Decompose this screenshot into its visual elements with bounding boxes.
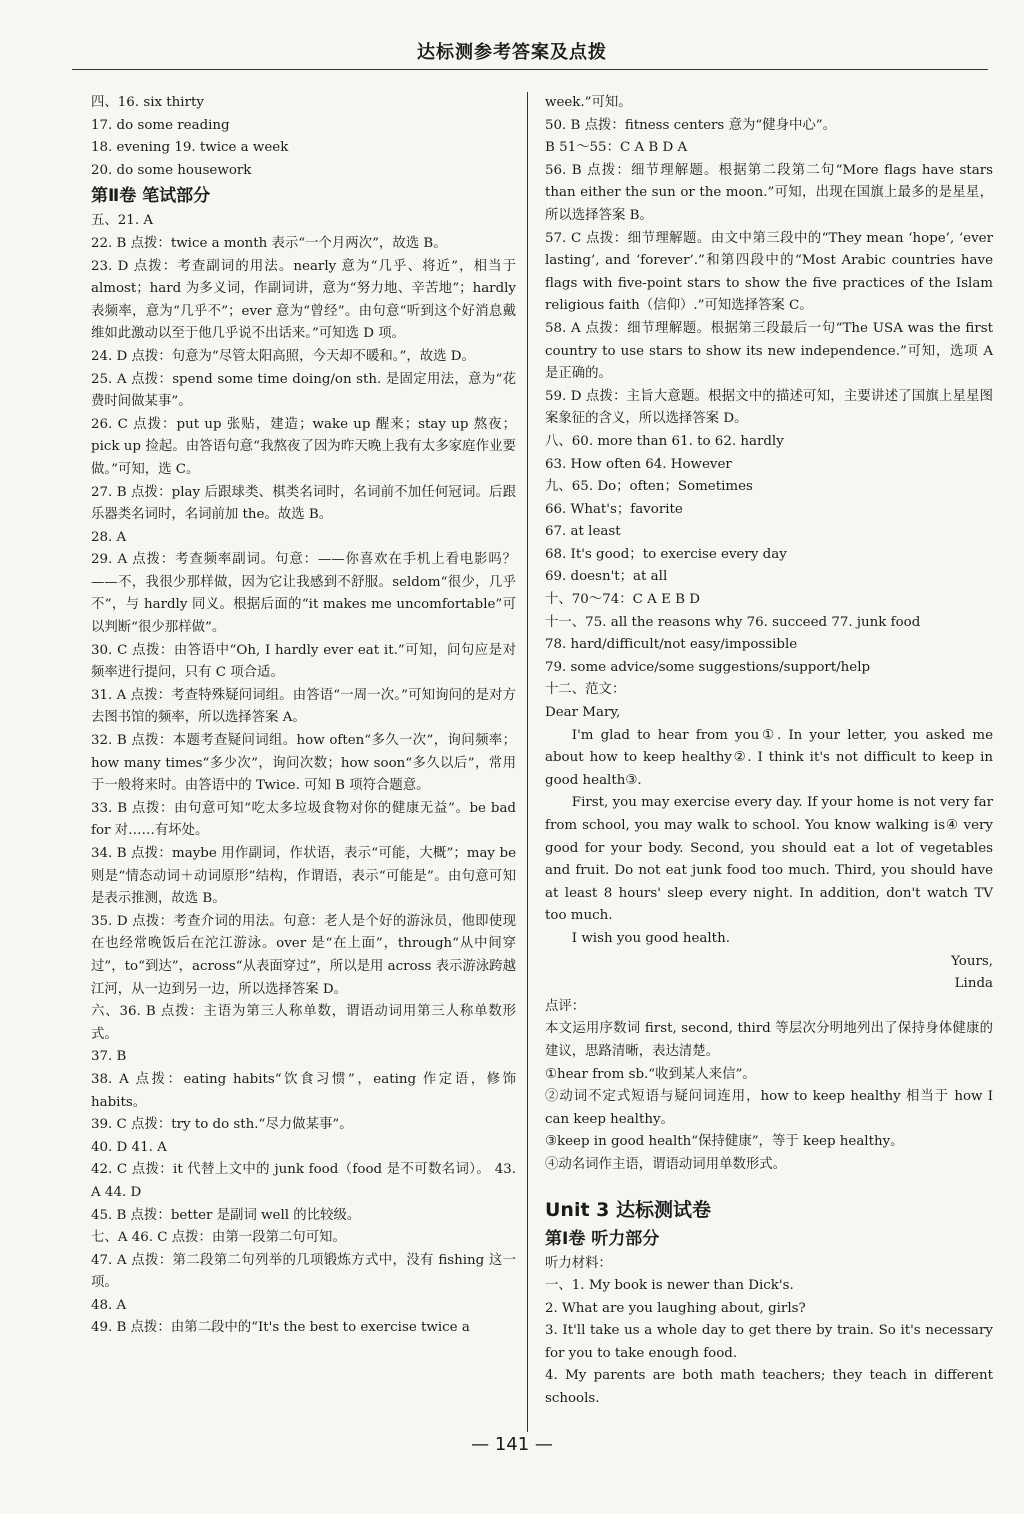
answer-line: 33. B 点拨：由句意可知“吃太多垃圾食物对你的健康无益”。be bad for 对……有坏处。 xyxy=(91,800,516,839)
answer-line: 67. at least xyxy=(545,524,621,540)
answer-line: 35. D 点拨：考查介词的用法。句意：老人是个好的游泳员，他即使现在也经常晚饭后在沱江游泳。over 是“在上面”，through“从中间穿过”，to“到达”，across“从表面穿过”，所以是用 across 表示游泳跨越江河，从一边到另一边，所以选择答案 D。 xyxy=(91,913,516,997)
answer-line: 十二、范文： xyxy=(545,682,626,698)
answer-line: 37. B xyxy=(91,1049,127,1065)
answer-line: 32. B 点拨：本题考查疑问词组。how often“多久一次”，询问频率；how many times“多少次”，询问次数；how soon“多久以后”，常用于一般将来时。由答语中的 Twice. 可知 B 项符合题意。 xyxy=(91,733,516,794)
answer-line: 26. C 点拨：put up 张贴，建造；wake up 醒来；stay up 熬夜；pick up 捡起。由答语句意“我熬夜了因为昨天晚上我有太多家庭作业要做。”可知，选 C。 xyxy=(91,416,516,477)
answer-line: 25. A 点拨：spend some time doing/on sth. 是固定用法，意为“花费时间做某事”。 xyxy=(91,371,516,410)
listening-label: 听力材料： xyxy=(545,1255,612,1271)
answer-line: 42. C 点拨：it 代替上文中的 junk food（food 是不可数名词）。 43. A 44. D xyxy=(91,1162,516,1200)
answer-line: 六、36. B 点拨：主语为第三人称单数，谓语动词用第三人称单数形式。 xyxy=(91,1004,516,1042)
comment-label: 点评： xyxy=(545,998,586,1014)
answer-line: 23. D 点拨：考查副词的用法。nearly 意为“几乎、将近”，相当于 almost；hard 为多义词，作副词讲，意为“努力地、辛苦地”；hardly 表频率，意为“几乎不”；ever 意为“曾经”。由句意“听到这个好消息戴维如此激动以至于他几乎说不出话来。”可知选 D 项。 xyxy=(91,258,516,342)
answer-line: 22. B 点拨：twice a month 表示“一个月两次”，故选 B。 xyxy=(91,235,447,251)
comment-note: ②动词不定式短语与疑问词连用，how to keep healthy 相当于 how I can keep healthy。 xyxy=(545,1089,993,1127)
answer-line: 38. A 点拨：eating habits“饮食习惯”，eating 作定语，修饰 habits。 xyxy=(91,1071,516,1110)
page-number: — 141 — xyxy=(471,1434,553,1455)
left-column xyxy=(91,92,516,1340)
answer-line: 34. B 点拨：maybe 用作副词，作状语，表示“可能，大概”；may be 则是“情态动词＋动词原形”结构，作谓语，表示“可能是”。由句意可知是表示推测，故选 B。 xyxy=(91,846,516,907)
letter-signature: Linda xyxy=(954,976,993,992)
listening-line: 4. My parents are both math teachers; they teach in different schools. xyxy=(545,1368,993,1407)
listening-line: 3. It'll take us a whole day to get there by train. So it's necessary for you to take enough food. xyxy=(545,1323,993,1361)
answer-line: 十、70～74：C A E B D xyxy=(545,592,700,608)
comment-note: ①hear from sb.“收到某人来信”。 xyxy=(545,1066,756,1082)
letter-greeting: Dear Mary, xyxy=(545,705,621,721)
listening-line: 一、1. My book is newer than Dick's. xyxy=(545,1278,794,1294)
answer-line: 27. B 点拨：play 后跟球类、棋类名词时，名词前不加任何冠词。后跟乐器类名词时，名词前加 the。故选 B。 xyxy=(91,484,516,523)
answer-line: 45. B 点拨：better 是副词 well 的比较级。 xyxy=(91,1207,361,1223)
answer-line: 30. C 点拨：由答语中“Oh, I hardly ever eat it.”可知，问句应是对频率进行提问，只有 C 项合适。 xyxy=(91,642,516,681)
letter-closing: Yours, xyxy=(951,953,993,969)
answer-line: 五、21. A xyxy=(91,213,154,229)
comment-note: ③keep in good health“保持健康”，等于 keep healthy。 xyxy=(545,1134,904,1150)
section-title: 第Ⅱ卷 笔试部分 xyxy=(91,186,211,207)
answer-line: 39. C 点拨：try to do sth.“尽力做某事”。 xyxy=(91,1117,353,1133)
unit-title: Unit 3 达标测试卷 xyxy=(545,1198,711,1221)
answer-line: 49. B 点拨：由第二段中的“It's the best to exercise twice a xyxy=(91,1320,470,1336)
answer-line: 58. A 点拨：细节理解题。根据第三段最后一句“The USA was the first country to use stars to show its new independence.”可知，选项 A 是正确的。 xyxy=(545,320,993,382)
answer-line: 78. hard/difficult/not easy/impossible xyxy=(545,637,798,653)
answer-line: week.”可知。 xyxy=(545,95,632,110)
answer-line: 28. A xyxy=(91,529,127,545)
answer-line: 十一、75. all the reasons why 76. succeed 77. junk food xyxy=(545,614,921,630)
answer-line: 48. A xyxy=(91,1297,127,1313)
answer-line: 18. evening 19. twice a week xyxy=(91,140,289,156)
answer-line: 56. B 点拨：细节理解题。根据第二段第二句“More flags have stars than either the sun or the moon.”可知，出现在国旗上最多的是星星，所以选择答案 B。 xyxy=(545,162,993,223)
answer-line: 40. D 41. A xyxy=(91,1139,167,1155)
right-column xyxy=(545,92,993,1411)
answer-line: 24. D 点拨：句意为“尽管太阳高照，今天却不暖和。”，故选 D。 xyxy=(91,348,475,364)
letter-paragraph: I'm glad to hear from you①. In your letter, you asked me about how to keep healthy②. I think it's not difficult to keep in good health③. xyxy=(545,727,993,788)
answer-line: 47. A 点拨：第二段第二句列举的几项锻炼方式中，没有 fishing 这一项。 xyxy=(91,1252,516,1291)
answer-line: 50. B 点拨：fitness centers 意为“健身中心”。 xyxy=(545,117,836,133)
section-title: 第Ⅰ卷 听力部分 xyxy=(545,1228,660,1249)
answer-line: 17. do some reading xyxy=(91,117,230,133)
answer-line: 66. What's；favorite xyxy=(545,501,683,517)
answer-line: B 51～55：C A B D A xyxy=(545,140,688,156)
answer-line: 69. doesn't；at all xyxy=(545,569,668,585)
letter-paragraph: First, you may exercise every day. If your home is not very far from school, you may walk to school. You know walking is④ very good for your body. Second, you should eat a lot of vegetables and fruit. Do not eat junk food too much. Third, you should have at least 8 hours' sleep every night. In addition, don't watch TV too much. xyxy=(545,795,993,924)
answer-line: 20. do some housework xyxy=(91,162,252,178)
letter-paragraph: I wish you good health. xyxy=(571,930,730,946)
header-rule xyxy=(72,69,988,70)
answer-line: 七、A 46. C 点拨：由第一段第二句可知。 xyxy=(91,1230,346,1246)
answer-line: 68. It's good；to exercise every day xyxy=(545,546,787,562)
answer-line: 八、60. more than 61. to 62. hardly xyxy=(545,433,784,449)
answer-line: 四、16. six thirty xyxy=(91,95,204,110)
answer-line: 79. some advice/some suggestions/support/help xyxy=(545,659,871,675)
comment-note: ④动名词作主语，谓语动词用单数形式。 xyxy=(545,1156,787,1172)
answer-line: 31. A 点拨：考查特殊疑问词组。由答语“一周一次。”可知询问的是对方去图书馆的频率，所以选择答案 A。 xyxy=(91,687,516,726)
column-divider xyxy=(527,92,528,1432)
answer-line: 63. How often 64. However xyxy=(545,456,732,472)
comment-text: 本文运用序数词 first, second, third 等层次分明地列出了保持身体健康的建议，思路清晰，表达清楚。 xyxy=(545,1021,993,1059)
page-header: 达标测参考答案及点拨 xyxy=(417,42,607,63)
answer-line: 九、65. Do；often；Sometimes xyxy=(545,479,753,495)
answer-line: 59. D 点拨：主旨大意题。根据文中的描述可知，主要讲述了国旗上星星图案象征的含义，所以选择答案 D。 xyxy=(545,388,993,427)
answer-line: 57. C 点拨：细节理解题。由文中第三段中的“They mean ‘hope’, ‘ever lasting’, and ‘forever’.”和第四段中的“Most Arabic countries have flags with five-point stars to show the five practices of the Islam religious faith（信仰）.”可知选择答案 C。 xyxy=(545,230,993,314)
answer-line: 29. A 点拨：考查频率副词。句意：——你喜欢在手机上看电影吗？——不，我很少那样做，因为它让我感到不舒服。seldom“很少，几乎不”，与 hardly 同义。根据后面的“it makes me uncomfortable”可以判断“很少那样做”。 xyxy=(91,552,516,636)
listening-line: 2. What are you laughing about, girls? xyxy=(545,1300,806,1316)
